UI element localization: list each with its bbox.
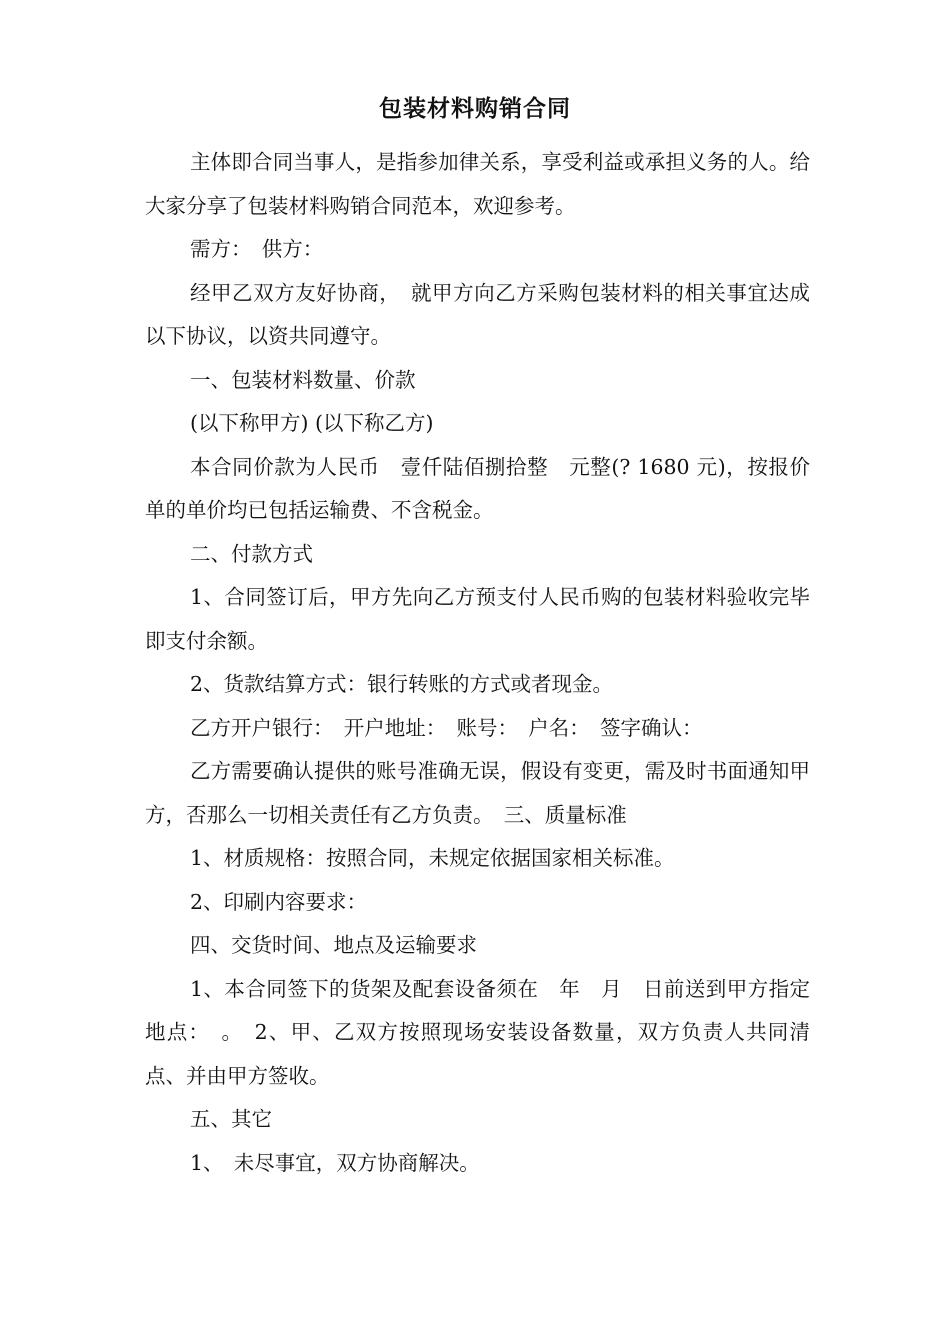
section-heading-payment: 二、付款方式 xyxy=(190,541,313,566)
section-heading-delivery: 四、交货时间、地点及运输要求 xyxy=(190,933,477,957)
paragraph-payment-2: 2、货款结算方式：银行转账的方式或者现金。 xyxy=(190,672,614,696)
paragraph-delivery-1: 1、本合同签下的货架及配套设备须在 年 月 日前送到甲方指定地点： 。 2、甲、乙双方按照现场安装设备数量，双方负责人共同清点、并由甲方签收。 xyxy=(145,976,810,1088)
paragraph-other-1: 1、 未尽事宜，双方协商解决。 xyxy=(190,1150,480,1175)
paragraph-agreement: 经甲乙双方友好协商， 就甲方向乙方采购包装材料的相关事宜达成以下协议，以资共同遵守。 xyxy=(145,280,810,348)
paragraph-quality-2: 2、印刷内容要求： xyxy=(190,889,368,914)
paragraph-payment-1: 1、合同签订后，甲方先向乙方预支付人民币购的包装材料验收完毕即支付余额。 xyxy=(145,585,810,653)
document-title: 包装材料购销合同 xyxy=(379,96,571,122)
paragraph-intro: 主体即合同当事人，是指参加律关系，享受利益或承担义务的人。给大家分享了包装材料购销合同范本，欢迎参考。 xyxy=(145,150,810,218)
paragraph-party-labels: (以下称甲方) (以下称乙方) xyxy=(190,411,434,435)
paragraph-bank-info: 乙方开户银行： 开户地址： 账号： 户名： 签字确认： xyxy=(190,715,703,740)
paragraph-account-confirm: 乙方需要确认提供的账号准确无误，假设有变更，需及时书面通知甲方，否那么一切相关责任有乙方负责。 三、质量标准 xyxy=(145,759,810,827)
document-body xyxy=(145,141,810,1185)
paragraph-quality-1: 1、材质规格：按照合同，未规定依据国家相关标准。 xyxy=(190,846,675,870)
section-heading-other: 五、其它 xyxy=(190,1107,272,1131)
section-heading-quantity-price: 一、包装材料数量、价款 xyxy=(190,367,416,392)
paragraph-parties: 需方： 供方： xyxy=(190,237,324,261)
paragraph-price: 本合同价款为人民币 壹仟陆佰捌拾整 元整(? 1680 元)，按报价单的单价均已包括运输费、不含税金。 xyxy=(145,454,810,522)
